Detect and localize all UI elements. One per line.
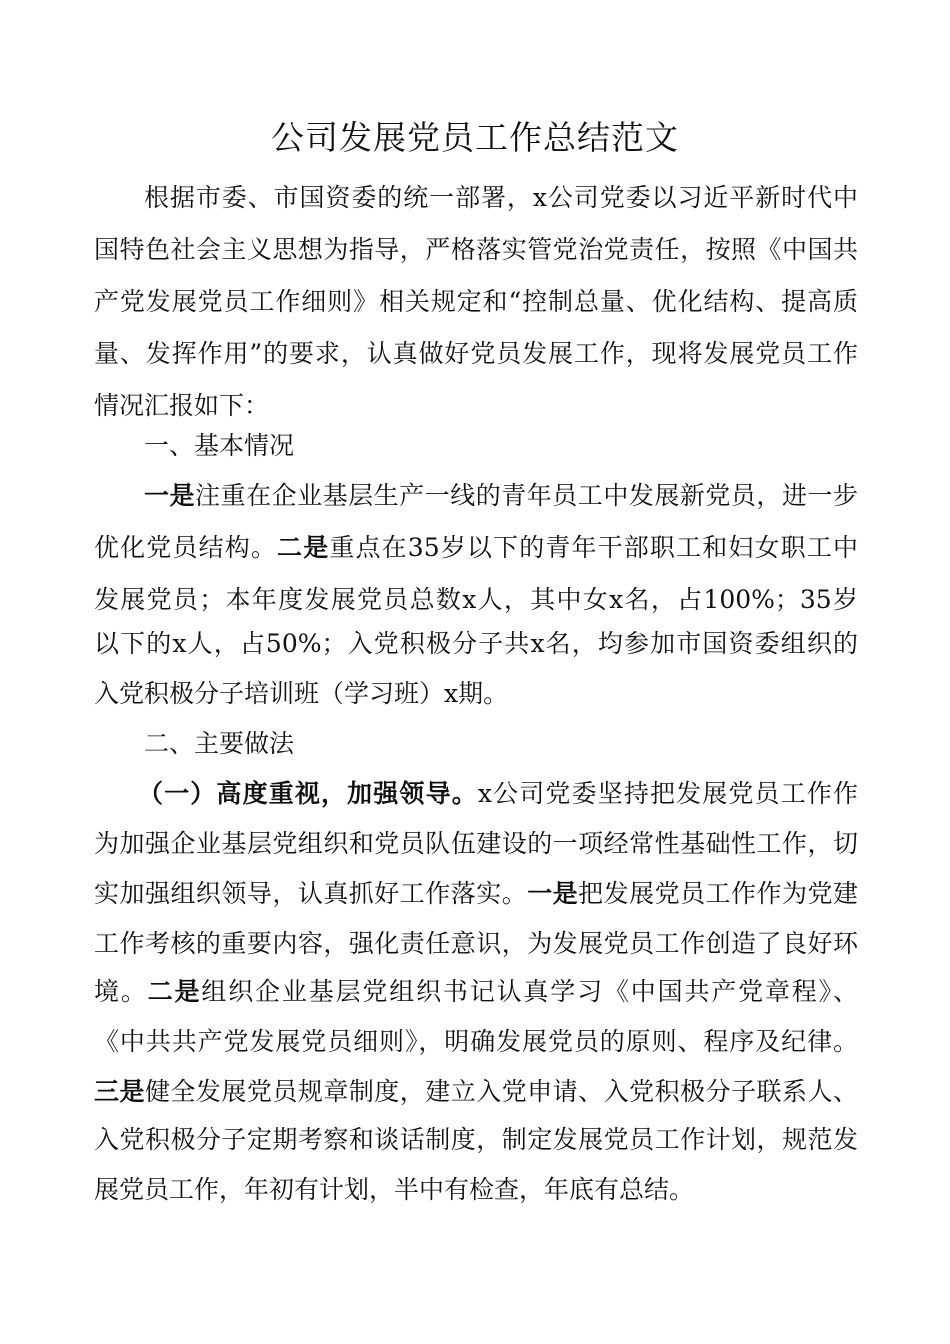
section2-line-7-rest: 健全发展党员规章制度，建立入党申请、入党积极分子联系人、 — [144, 1077, 858, 1106]
section1-line-1 — [144, 470, 858, 522]
section2-line-6: 《中共共产党发展党员细则》，明确发展党员的原则、程序及纪律。 — [94, 1027, 858, 1056]
document-title: 公司发展党员工作总结范文 — [271, 118, 679, 157]
emphasis-second: 二是 — [277, 533, 330, 562]
section2-line-3 — [94, 868, 858, 920]
section2-line-2: 为加强企业基层党组织和党员队伍建设的一项经常性基础性工作，切 — [94, 829, 858, 858]
section1-line-2-text: 优化党员结构。 — [94, 533, 278, 562]
intro-line-2: 国特色社会主义思想为指导，严格落实管党治党责任，按照《中国共 — [94, 235, 858, 264]
emphasis-first: 一是 — [527, 879, 579, 908]
section2-line-3-rest: 把发展党员工作作为党建 — [578, 879, 858, 908]
section2-sub1-line-1 — [138, 768, 858, 820]
section1-line-2 — [94, 522, 858, 574]
intro-line-5: 情况汇报如下： — [94, 391, 270, 420]
section2-line-8: 入党积极分子定期考察和谈话制度，制定发展党员工作计划，规范发 — [94, 1125, 858, 1154]
emphasis-third: 三是 — [94, 1077, 145, 1106]
section2-line-3-text: 实加强组织领导，认真抓好工作落实。 — [94, 879, 528, 908]
section2-line-4: 工作考核的重要内容，强化责任意识，为发展党员工作创造了良好环 — [94, 929, 858, 958]
subheading-1: （一）高度重视，加强领导。 — [138, 779, 478, 808]
section2-line-9: 展党员工作，年初有计划，半中有检查，年底有总结。 — [94, 1175, 695, 1204]
section2-heading: 二、主要做法 — [144, 729, 295, 758]
section2-line-5-text: 境。 — [94, 977, 148, 1006]
section2-sub1-line-1-text: x公司党委坚持把发展党员工作作 — [477, 779, 858, 808]
intro-line-4: 量、发挥作用”的要求，认真做好党员发展工作，现将发展党员工作 — [94, 339, 858, 368]
intro-line-3: 产党发展党员工作细则》相关规定和“控制总量、优化结构、提高质 — [94, 287, 858, 316]
intro-line-1: 根据市委、市国资委的统一部署，x公司党委以习近平新时代中 — [144, 183, 858, 212]
emphasis-first: 一是 — [144, 481, 196, 510]
section2-line-5-rest: 组织企业基层党组织书记认真学习《中国共产党章程》、 — [201, 977, 858, 1006]
section1-heading: 一、基本情况 — [144, 431, 295, 460]
section1-line-2-rest: 重点在35岁以下的青年干部职工和妇女职工中 — [329, 533, 858, 562]
section2-line-7 — [94, 1066, 858, 1118]
section1-line-1-text: 注重在企业基层生产一线的青年员工中发展新党员，进一步 — [195, 481, 858, 510]
section1-line-3: 发展党员；本年度发展党员总数x人，其中女x名，占100%；35岁 — [94, 585, 858, 614]
section1-line-4: 以下的x人，占50%；入党积极分子共x名，均参加市国资委组织的 — [94, 629, 858, 658]
section1-line-5: 入党积极分子培训班（学习班）x期。 — [94, 679, 509, 708]
emphasis-second: 二是 — [147, 977, 202, 1006]
section2-line-5 — [94, 966, 858, 1018]
